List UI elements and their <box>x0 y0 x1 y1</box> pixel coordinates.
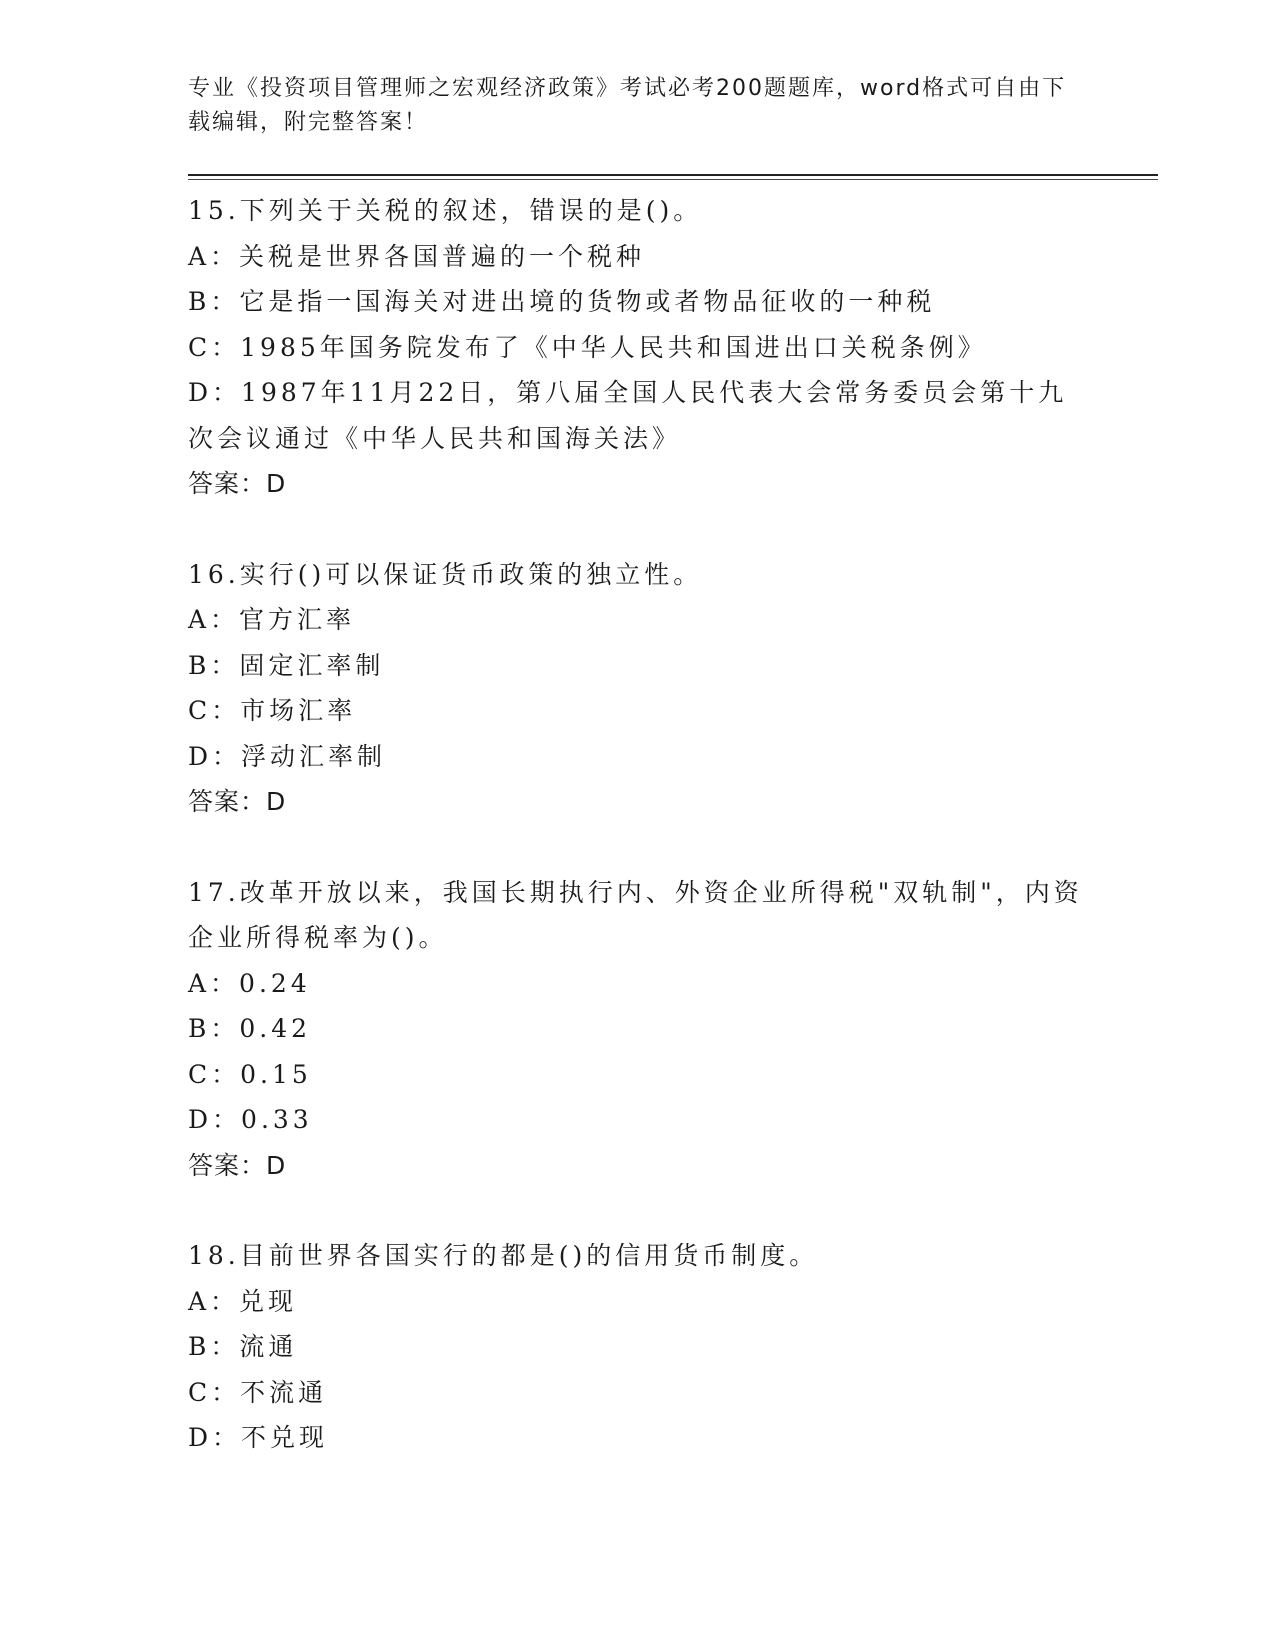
option-c: C：市场汇率 <box>188 696 357 725</box>
answer-line: 答案：D <box>188 787 287 816</box>
option-d: D：1987年11月22日，第八届全国人民代表大会常务委员会第十九次会议通过《中华人民共和国海关法》 <box>188 378 1068 453</box>
question-stem: 17.改革开放以来，我国长期执行内、外资企业所得税"双轨制"，内资企业所得税率为()。 <box>188 877 1083 952</box>
option-a: A：关税是世界各国普遍的一个税种 <box>188 241 646 271</box>
question-stem: 16.实行()可以保证货币政策的独立性。 <box>188 559 703 589</box>
option-c: C：0.15 <box>188 1059 312 1089</box>
answer-line: 答案：D <box>188 1150 287 1180</box>
question-stem: 15.下列关于关税的叙述，错误的是()。 <box>188 196 703 225</box>
question-17 <box>188 870 1158 1189</box>
question-16 <box>188 552 1158 825</box>
question-15 <box>188 188 1158 507</box>
option-c: C：不流通 <box>188 1377 328 1407</box>
question-list <box>188 188 1158 1461</box>
option-a: A：0.24 <box>188 968 311 998</box>
document-page <box>188 72 1158 1506</box>
option-b: B：它是指一国海关对进出境的货物或者物品征收的一种税 <box>188 287 936 316</box>
option-d: D：不兑现 <box>188 1423 329 1452</box>
option-b: B：固定汇率制 <box>188 650 385 680</box>
option-a: A：兑现 <box>188 1286 298 1316</box>
option-d: D：浮动汇率制 <box>188 741 387 771</box>
question-18 <box>188 1233 1158 1461</box>
header-rule-thin <box>188 179 1158 180</box>
option-b: B：0.42 <box>188 1014 312 1043</box>
document-header: 专业《投资项目管理师之宏观经济政策》考试必考200题题库，word格式可自由下载编辑，附完整答案！ <box>188 76 1067 135</box>
header-rule-thick <box>188 174 1158 176</box>
option-d: D：0.33 <box>188 1105 313 1134</box>
answer-line: 答案：D <box>188 469 287 498</box>
option-a: A：官方汇率 <box>188 605 356 634</box>
question-stem: 18.目前世界各国实行的都是()的信用货币制度。 <box>188 1241 819 1270</box>
option-b: B：流通 <box>188 1332 298 1361</box>
option-c: C：1985年国务院发布了《中华人民共和国进出口关税条例》 <box>188 332 987 362</box>
